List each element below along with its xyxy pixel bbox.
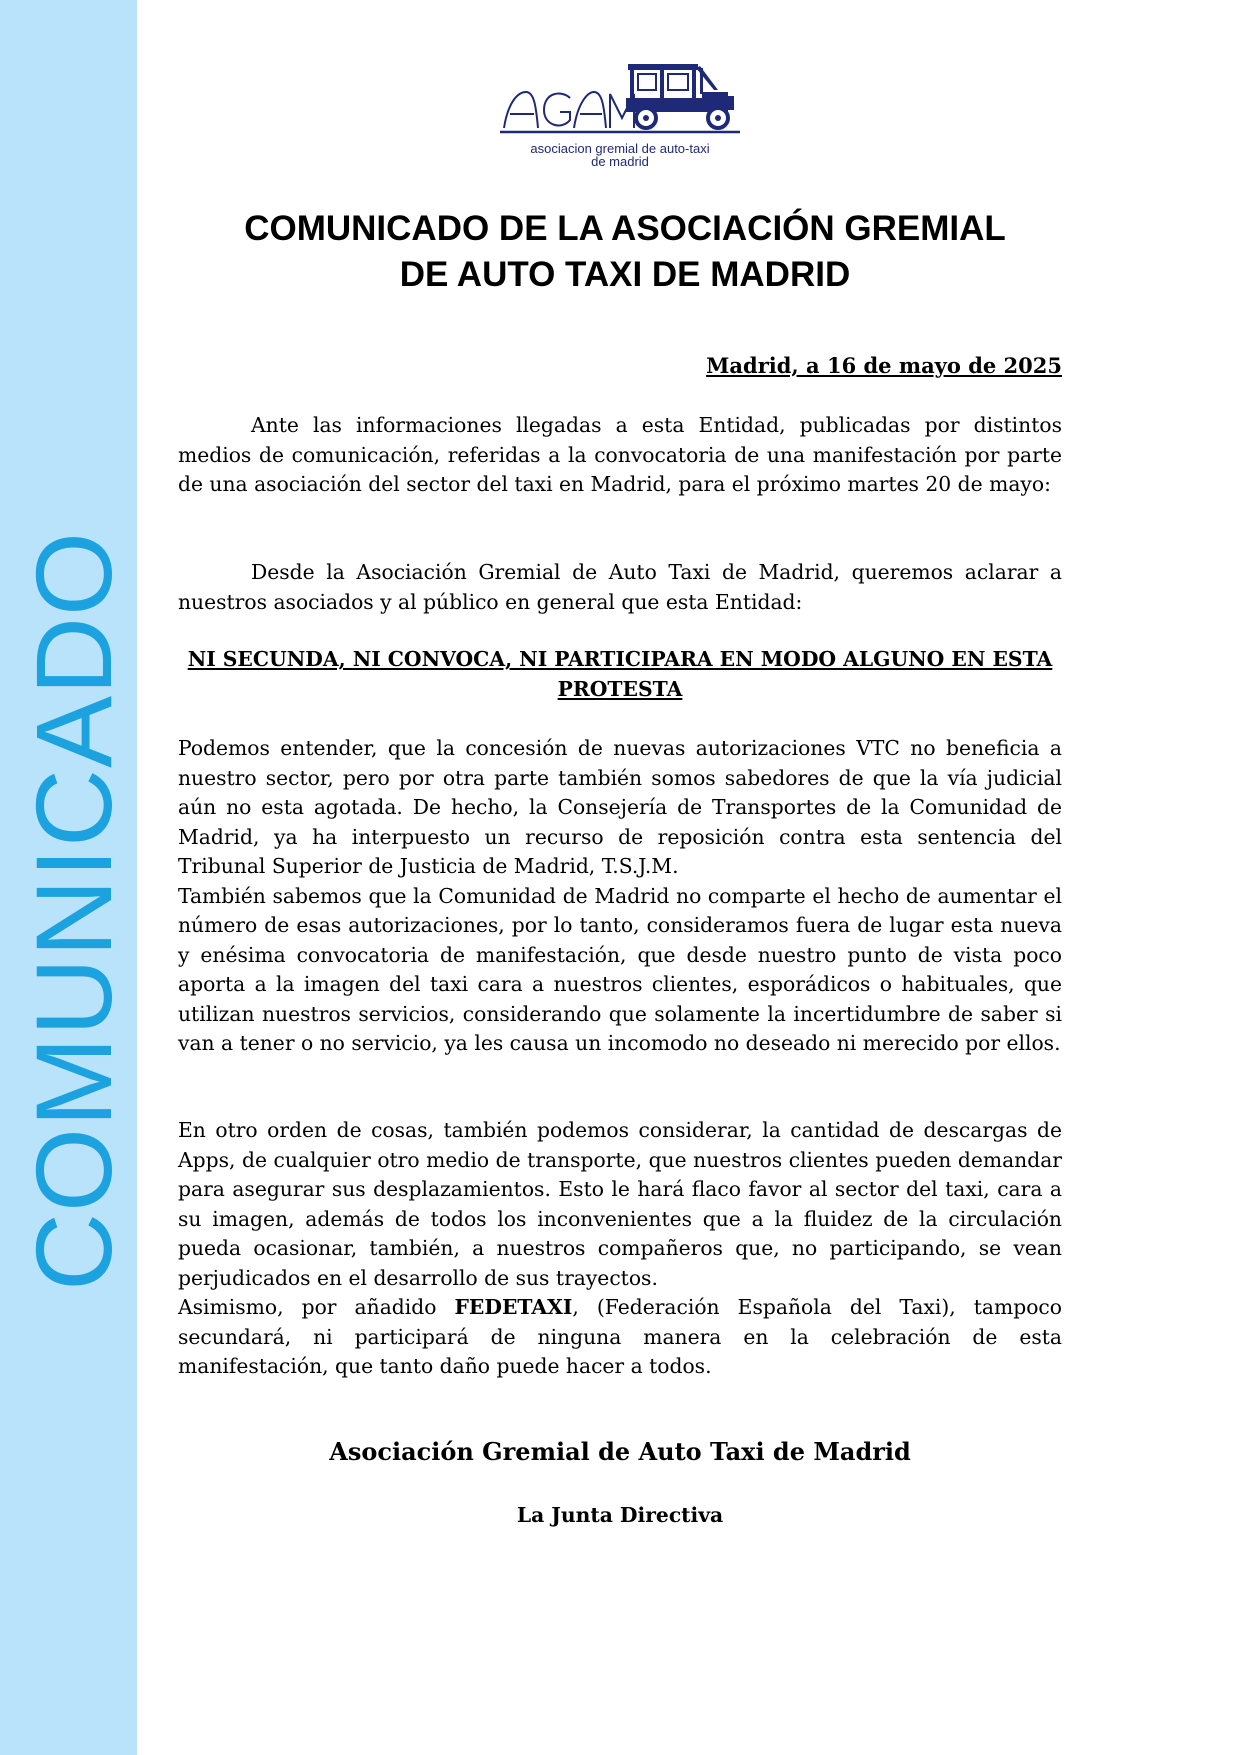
sidebar-comunicado-label: COMUNICADO [13,531,134,1291]
logo-tagline-city: de madrid [591,154,649,169]
paragraph-2 [178,558,1062,617]
agam-logo [500,62,740,170]
fedetaxi-name: FEDETAXI [454,1295,573,1319]
paragraph-6-end: , (Federación Española del Taxi), tampoco secundará, ni participará de ninguna manera en la celebración de esta manifestación, que tanto daño puede hacer a todos. [178,1295,1062,1378]
paragraph-1-text: Ante las informaciones llegadas a esta Entidad, publicadas por distintos medios de comunicación, referidas a la convocatoria de una manifestación por parte de una asociación del sector del taxi en Madrid, para el próximo martes 20 de mayo: [178,413,1062,496]
vintage-taxi-icon [500,62,740,142]
paragraph-1 [178,411,1062,500]
signature-organization: Asociación Gremial de Auto Taxi de Madrid [329,1437,911,1466]
paragraph-6-text [178,1293,1062,1382]
document-title [160,206,1090,298]
title-line-1: COMUNICADO DE LA ASOCIACIÓN GREMIAL [244,209,1006,248]
paragraph-5-text: En otro orden de cosas, también podemos considerar, la cantidad de descargas de Apps, de cualquier otro medio de transporte, que nuestros clientes pueden demandar para asegurar sus desplazamientos. Esto le hará flaco favor al sector del taxi, cara a su imagen, además de todos los inconvenientes que a la fluidez de la circulación pueda ocasionar, también, a nuestros compañeros que, no participando, se vean perjudicados en el desarrollo de sus trayectos. [178,1118,1062,1290]
document-date: Madrid, a 16 de mayo de 2025 [706,353,1062,378]
paragraph-2-text: Desde la Asociación Gremial de Auto Taxi de Madrid, queremos aclarar a nuestros asociados y al público en general que esta Entidad: [178,560,1062,614]
emphasis-statement: NI SECUNDA, NI CONVOCA, NI PARTICIPARA EN MODO ALGUNO EN ESTA PROTESTA [187,647,1053,701]
logo-tagline: asociacion gremial de auto-taxi [530,141,710,156]
paragraph-3-text: Podemos entender, que la concesión de nuevas autorizaciones VTC no beneficia a nuestro sector, pero por otra parte también somos sabedores de que la vía judicial aún no esta agotada. De hecho, la Consejería de Transportes de la Comunidad de Madrid, ya ha interpuesto un recurso de reposición contra esta sentencia del Tribunal Superior de Justicia de Madrid, T.S.J.M. [178,736,1062,878]
paragraph-5 [178,1116,1062,1382]
signature-board: La Junta Directiva [516,1503,724,1527]
sidebar-band [0,0,137,1755]
title-line-2: DE AUTO TAXI DE MADRID [399,255,851,294]
paragraph-6-start: Asimismo, por añadido [178,1295,455,1319]
paragraph-4-text: También sabemos que la Comunidad de Madrid no comparte el hecho de aumentar el número de esas autorizaciones, por lo tanto, consideramos fuera de lugar esta nueva y enésima convocatoria de manifestación, que desde nuestro punto de vista poco aporta a la imagen del taxi cara a nuestros clientes, esporádicos o habituales, que utilizan nuestros servicios, considerando que solamente la incertidumbre de saber si van a tener o no servicio, ya les causa un incomodo no deseado ni merecido por ellos. [178,883,1062,1055]
paragraph-3 [178,734,1062,1059]
